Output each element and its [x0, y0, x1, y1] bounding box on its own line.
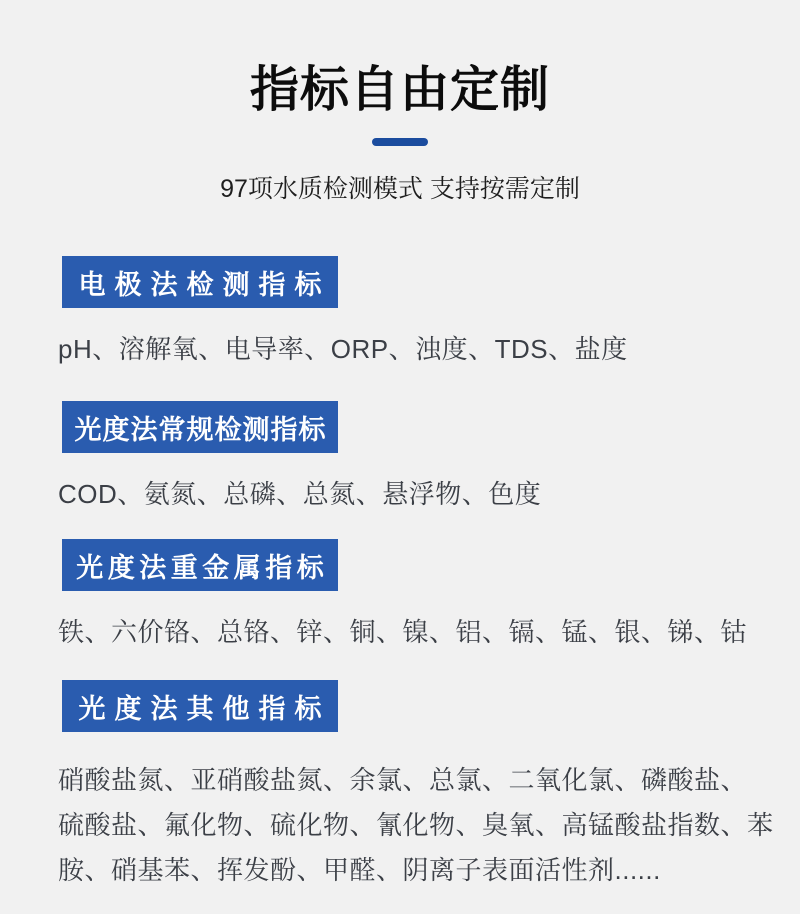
page-subtitle: 97项水质检测模式 支持按需定制: [220, 175, 580, 203]
section-photometric-regular: [58, 401, 748, 509]
section-items-other-line-2: 硫酸盐、氟化物、硫化物、氰化物、臭氧、高锰酸盐指数、苯: [58, 810, 774, 840]
sections-list: [0, 256, 800, 893]
section-items-heavy-metal: 铁、六价铬、总铬、锌、铜、镍、铝、镉、锰、银、锑、钴: [58, 617, 748, 647]
section-badge-heavy-metal: 光度法重金属指标: [62, 539, 338, 591]
section-items-other-line-3: 胺、硝基苯、挥发酚、甲醛、阴离子表面活性剂......: [58, 855, 661, 885]
page-title: 指标自由定制: [249, 63, 550, 117]
section-items-other-line-1: 硝酸盐氮、亚硝酸盐氮、余氯、总氯、二氧化氯、磷酸盐、: [58, 765, 748, 795]
section-items-photometric-regular: COD、氨氮、总磷、总氮、悬浮物、色度: [58, 479, 542, 509]
section-photometric-other: [58, 680, 774, 893]
section-items-electrode: pH、溶解氧、电导率、ORP、浊度、TDS、盐度: [58, 334, 628, 364]
title-divider: [372, 138, 428, 146]
section-photometric-heavy-metal: [58, 539, 748, 647]
section-badge-photometric-regular: 光度法常规检测指标: [62, 401, 338, 453]
section-badge-electrode: 电极法检测指标: [62, 256, 338, 308]
section-items-other: [58, 758, 774, 893]
section-badge-other: 光度法其他指标: [62, 680, 338, 732]
section-electrode-method: [58, 256, 748, 364]
